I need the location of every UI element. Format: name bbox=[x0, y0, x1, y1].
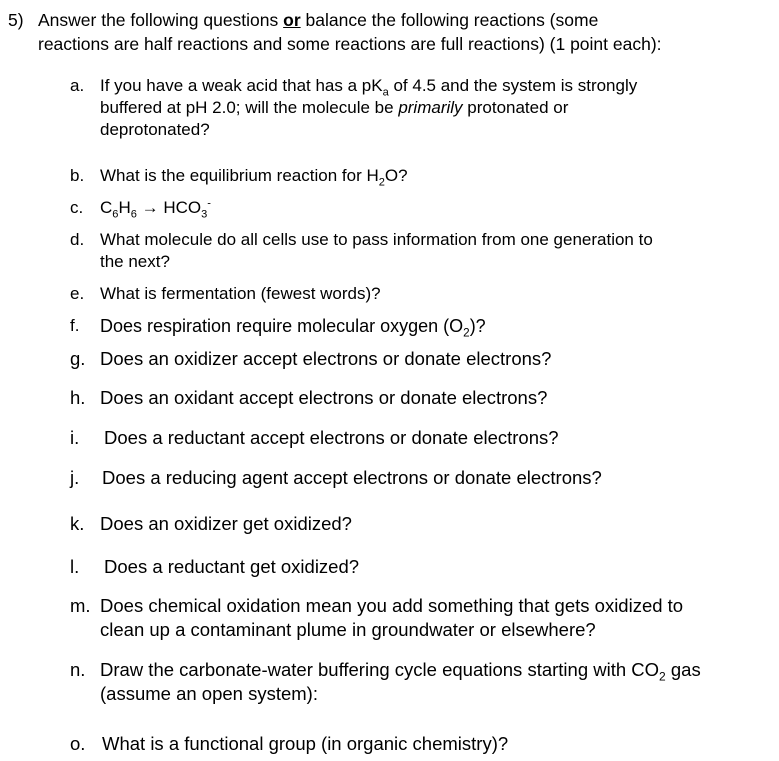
question-number: 5) bbox=[8, 10, 24, 30]
question-prompt-line1: Answer the following questions or balance the following reactions (some bbox=[38, 10, 599, 30]
question-prompt-line2: reactions are half reactions and some reactions are full reactions) (1 point each): bbox=[38, 34, 662, 54]
